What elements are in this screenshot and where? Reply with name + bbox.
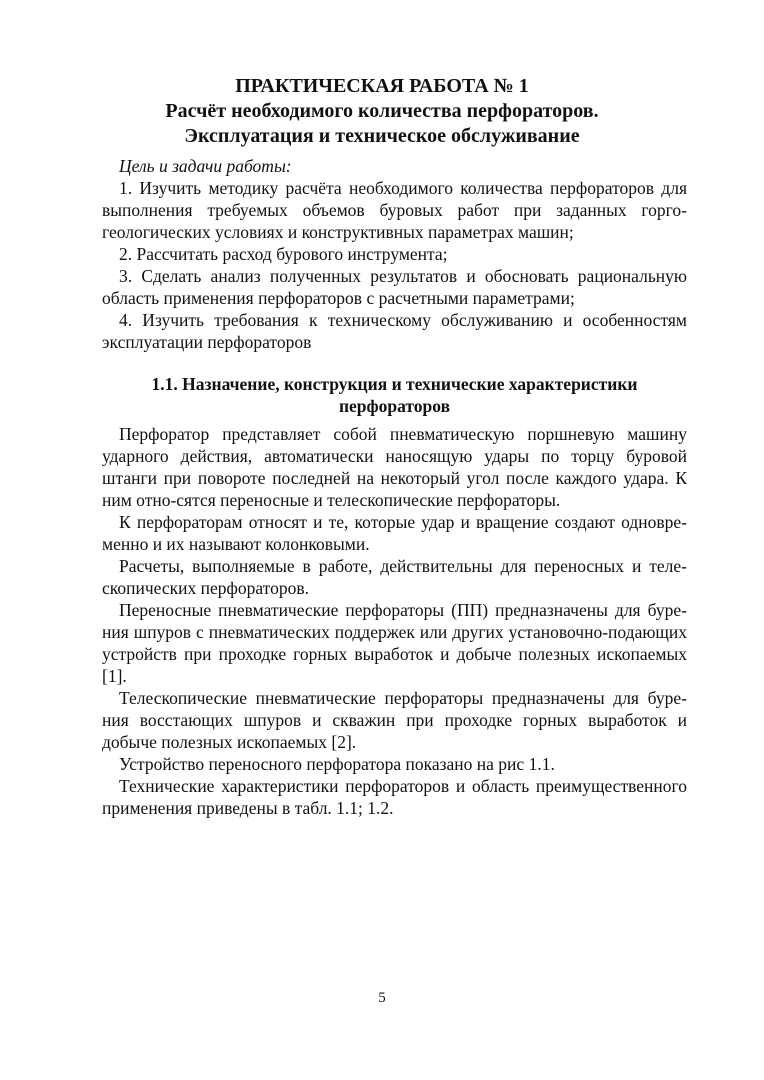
title-subtitle-2: Эксплуатация и техническое обслуживание (184, 125, 580, 147)
goals-block (102, 155, 687, 353)
section-heading-line2: перфораторов (338, 396, 451, 416)
paragraph: Расчеты, выполняемые в работе, действительны для переносных и теле-скопических перфораторов. (102, 556, 687, 598)
goal-item: 1. Изучить методику расчёта необходимого количества перфораторов для выполнения требуемых объемов буровых работ при заданных горго-геологических условиях и конструктивных параметрах машин; (102, 178, 687, 242)
page-title: ПРАКТИЧЕСКАЯ РАБОТА № 1 (235, 75, 529, 97)
paragraph: Телескопические пневматические перфораторы предназначены для буре-ния восстающих шпуров и скважин при проходке горных выработок и добыче полезных ископаемых [2]. (102, 688, 687, 752)
goal-item: 3. Сделать анализ полученных результатов и обосновать рациональную область применения перфораторов с расчетными параметрами; (102, 266, 687, 308)
paragraph: Технические характеристики перфораторов и область преимущественного применения приведены в табл. 1.1; 1.2. (102, 776, 687, 818)
page-number: 5 (378, 990, 386, 1006)
paragraph: Переносные пневматические перфораторы (ПП) предназначены для буре-ния шпуров с пневматических поддержек или других установочно-подающих устройств при проходке горных выработок и добыче полезных ископаемых [1]. (102, 600, 687, 686)
goal-item: 4. Изучить требования к техническому обслуживанию и особенностям эксплуатации перфораторов (102, 310, 687, 352)
section-heading-line1: 1.1. Назначение, конструкция и технические характеристики (151, 374, 638, 394)
section-heading (102, 373, 687, 417)
goal-item: 2. Рассчитать расход бурового инструмента; (119, 244, 448, 264)
title-subtitle-1: Расчёт необходимого количества перфораторов. (165, 100, 599, 122)
paragraph: К перфораторам относят и те, которые удар и вращение создают одновре-менно и их называют колонковыми. (102, 512, 687, 554)
goals-heading: Цель и задачи работы: (119, 156, 292, 176)
paragraph: Перфоратор представляет собой пневматическую поршневую машину ударного действия, автоматически наносящую удары по торцу буровой штанги при повороте последней на некоторый угол после каждого удара. К ним отно-сятся переносные и телескопические перфораторы. (102, 424, 687, 510)
paragraph: Устройство переносного перфоратора показано на рис 1.1. (119, 754, 555, 774)
section-body (102, 423, 687, 819)
